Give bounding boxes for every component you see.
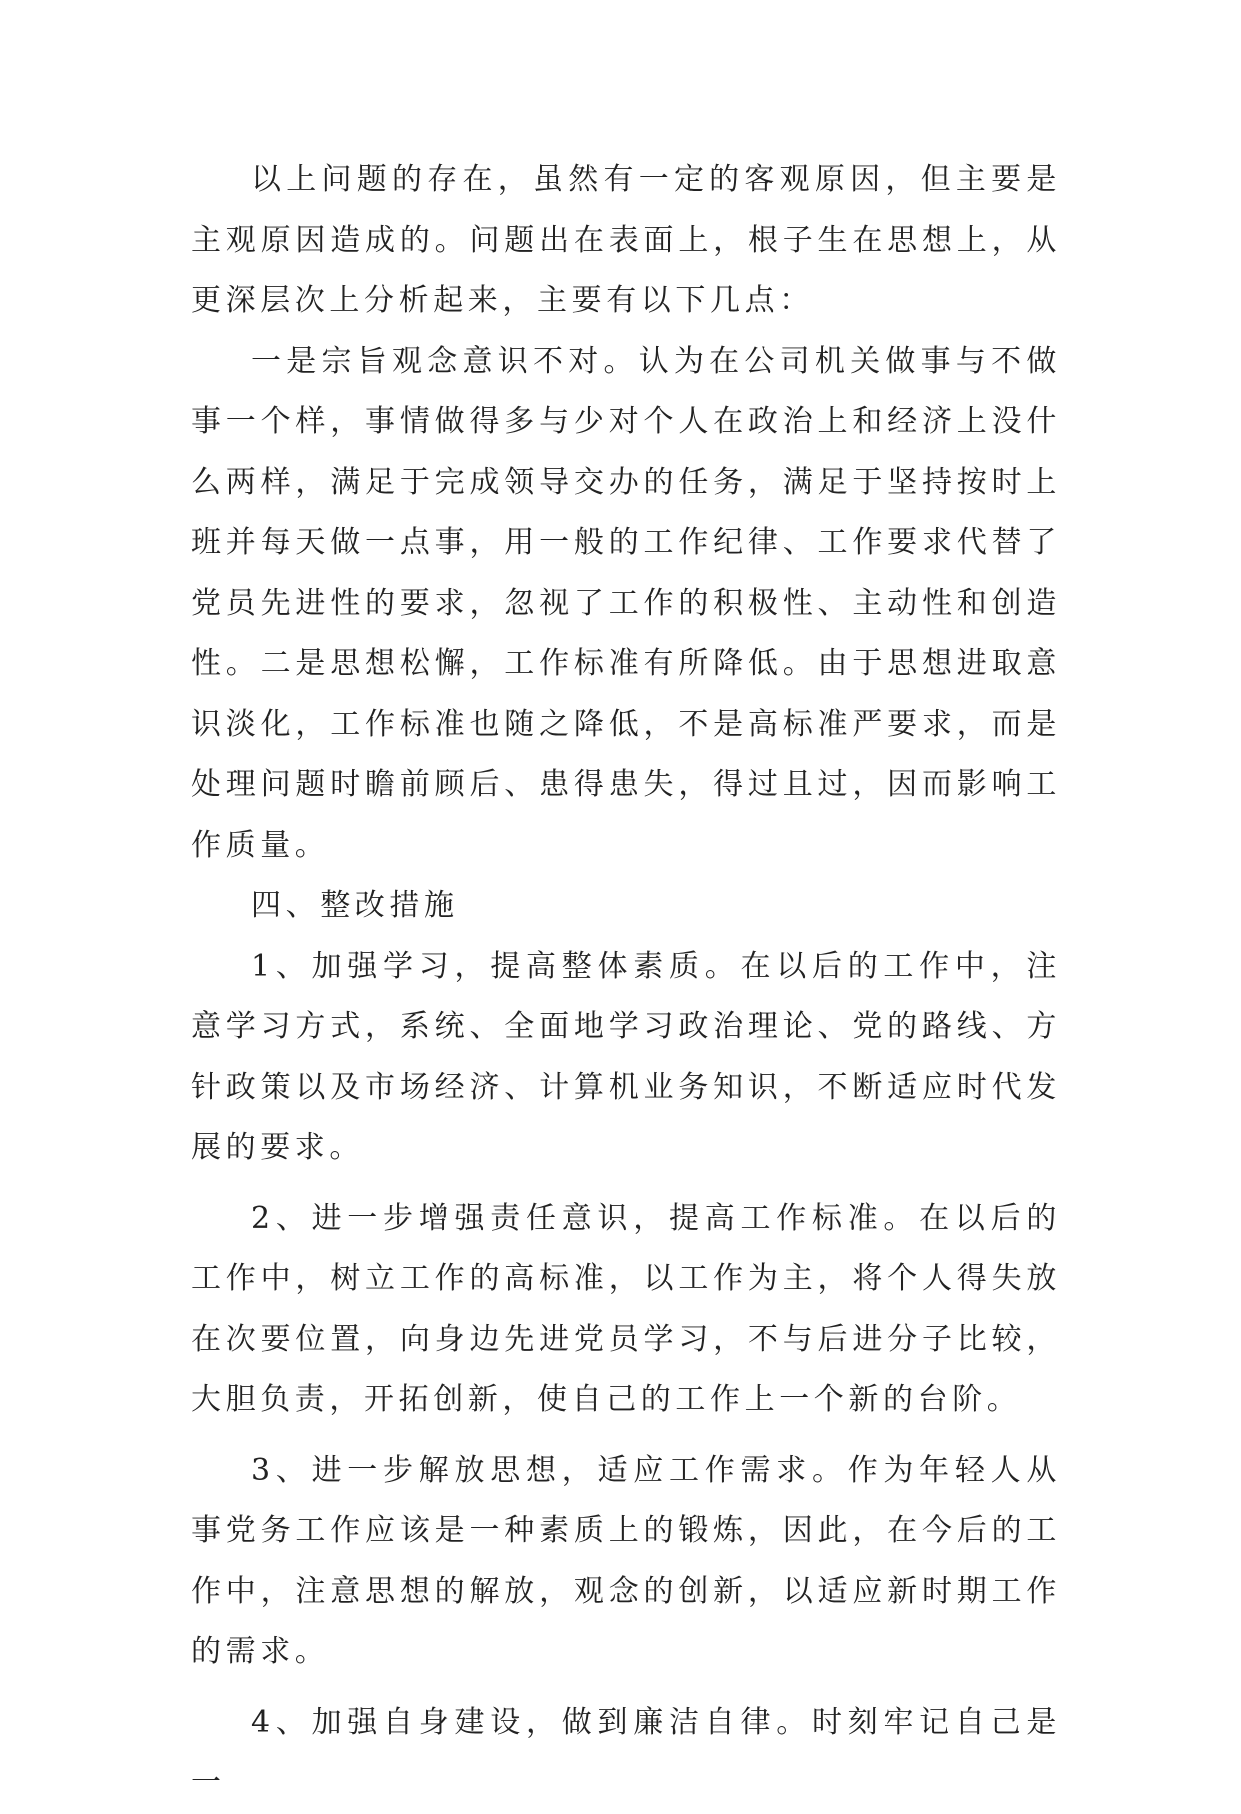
paragraph-measure-3: 3、进一步解放思想，适应工作需求。作为年轻人从事党务工作应该是一种素质上的锻炼，因此，在今后的工作中，注意思想的解放，观念的创新，以适应新时期工作的需求。 bbox=[191, 1452, 1061, 1669]
paragraph-analysis-points: 一是宗旨观念意识不对。认为在公司机关做事与不做事一个样，事情做得多与少对个人在政治上和经济上没什么两样，满足于完成领导交办的任务，满足于坚持按时上班并每天做一点事，用一般的工作纪律、工作要求代替了党员先进性的要求，忽视了工作的积极性、主动性和创造性。二是思想松懈，工作标准有所降低。由于思想进取意识淡化，工作标准也随之降低，不是高标准严要求，而是处理问题时瞻前顾后、患得患失，得过且过，因而影响工作质量。 bbox=[191, 343, 1061, 863]
section-heading-rectification: 四、整改措施 bbox=[251, 888, 459, 923]
paragraph-measure-2: 2、进一步增强责任意识，提高工作标准。在以后的工作中，树立工作的高标准，以工作为主，将个人得失放在次要位置，向身边先进党员学习，不与后进分子比较，大胆负责，开拓创新，使自己的工作上一个新的台阶。 bbox=[191, 1200, 1061, 1417]
document-body bbox=[191, 150, 1061, 1814]
paragraph-problem-causes: 以上问题的存在，虽然有一定的客观原因，但主要是主观原因造成的。问题出在表面上，根子生在思想上，从更深层次上分析起来，主要有以下几点： bbox=[191, 162, 1061, 318]
paragraph-measure-1: 1、加强学习，提高整体素质。在以后的工作中，注意学习方式，系统、全面地学习政治理论、党的路线、方针政策以及市场经济、计算机业务知识，不断适应时代发展的要求。 bbox=[191, 948, 1061, 1165]
paragraph-measure-4: 4、加强自身建设，做到廉洁自律。时刻牢记自己是一 bbox=[191, 1704, 1061, 1800]
